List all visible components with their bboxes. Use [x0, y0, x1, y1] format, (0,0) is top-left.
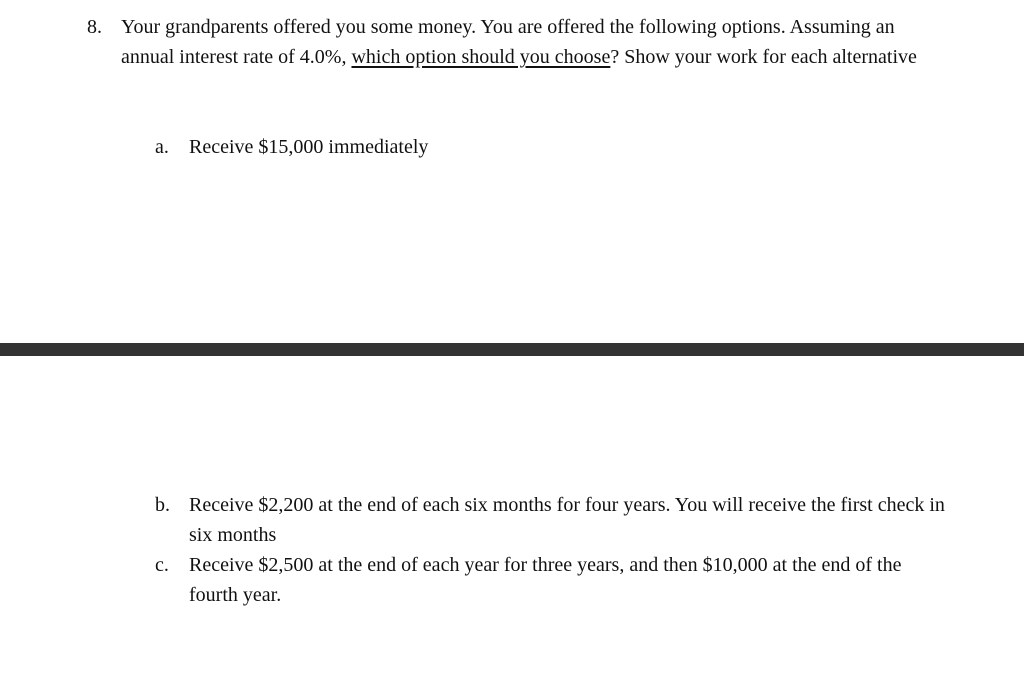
page-divider — [0, 343, 1024, 356]
question-text-end: ? Show your work for each alternative — [610, 46, 917, 68]
question-text — [121, 12, 931, 72]
option-text: Receive $15,000 immediately — [189, 136, 429, 158]
question-text-underlined: which option should you choose — [351, 46, 611, 68]
option-letter: b. — [155, 494, 170, 516]
question-number: 8. — [87, 16, 102, 38]
option-letter: c. — [155, 554, 169, 576]
question-text-start: Your grandparents offered you some money. You are offered the following options. Assuming an annual interest rate of 4.0%, — [121, 16, 895, 68]
option-text: Receive $2,200 at the end of each six months for four years. You will receive the first check in six months — [189, 494, 945, 546]
option-letter: a. — [155, 136, 169, 158]
option-text: Receive $2,500 at the end of each year for three years, and then $10,000 at the end of the fourth year. — [189, 554, 902, 606]
